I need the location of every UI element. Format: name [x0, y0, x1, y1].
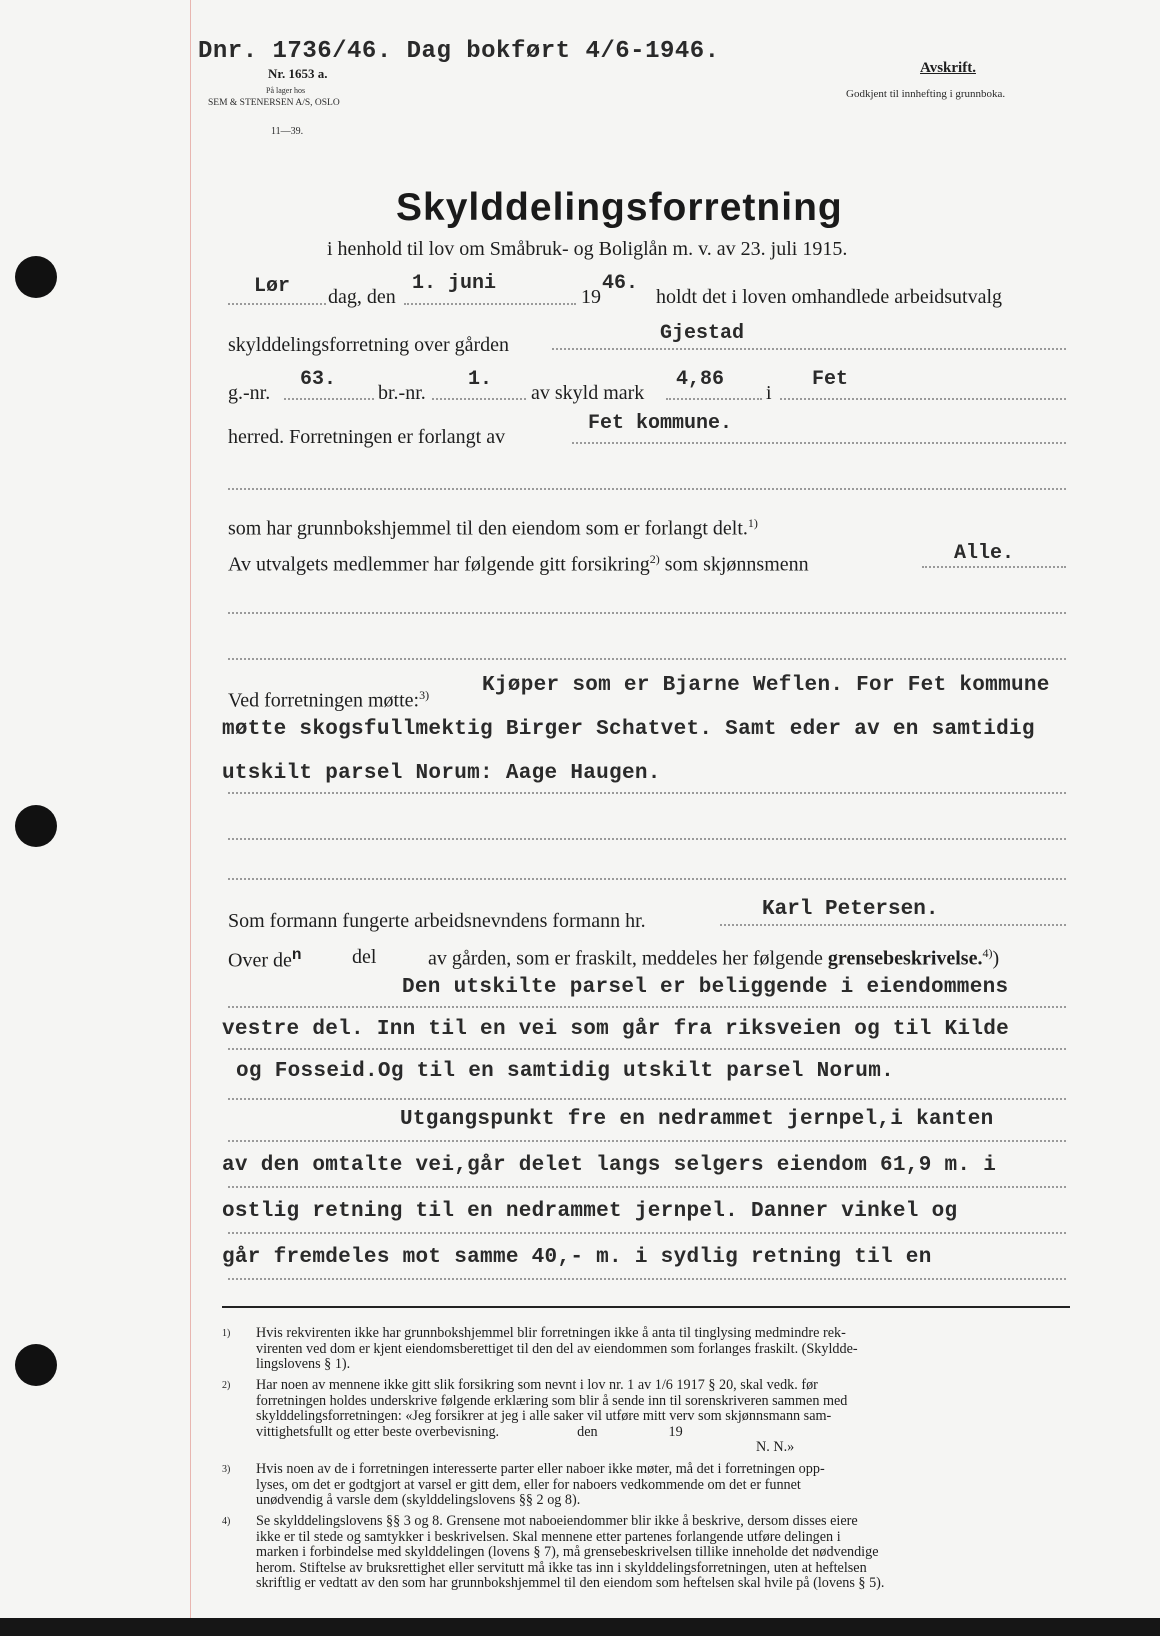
over-garden-label: skylddelingsforretning over gården	[228, 334, 510, 356]
footnote-number: 2)	[222, 1380, 231, 1391]
dotted-line	[404, 303, 576, 305]
footnote-number: 1)	[222, 1328, 231, 1339]
bnr-value: 1.	[468, 368, 493, 391]
publisher-line2: SEM & STENERSEN A/S, OSLO	[208, 98, 340, 108]
footnote-number: 3)	[222, 1464, 231, 1475]
requested-by-value: Fet kommune.	[588, 412, 733, 435]
bnr-label: br.-nr.	[378, 382, 426, 404]
hjemmel-label: som har grunnbokshjemmel til den eiendom som er forlangt delt.	[228, 517, 748, 540]
footnote-line: marken i forbindelse med skylddelingen (lovens § 7), må grensebeskrivelsen tillike inneholde det nødvendige	[256, 1544, 879, 1560]
footnote-ref-2: 2)	[649, 552, 660, 566]
dotted-line	[228, 878, 1066, 880]
hjemmel-line	[228, 516, 758, 541]
dotted-line	[284, 398, 374, 400]
print-date: 11—39.	[271, 126, 304, 137]
motte-label: Ved forretningen møtte:	[228, 689, 420, 712]
holdt-label: holdt det i loven omhandlede arbeidsutvalg	[656, 286, 1003, 308]
punch-hole	[15, 1344, 57, 1386]
dotted-line	[432, 398, 526, 400]
dotted-line	[228, 838, 1066, 840]
desc-line: av den omtalte vei,går delet langs selgers eiendom 61,9 m. i	[222, 1154, 997, 1177]
skyld-label: av skyld mark	[531, 382, 645, 404]
footnote-3	[222, 1461, 1068, 1509]
desc-line: går fremdeles mot samme 40,- m. i sydlig retning til en	[222, 1246, 932, 1269]
footnote-line: skylddelingsforretningen: «Jeg forsikrer at jeg i alle saker vil utføre mitt verv som skjønnsmann sam-	[256, 1408, 832, 1424]
footnote-line: vittighetsfullt og etter beste overbevisning. den 19	[256, 1423, 683, 1440]
forsikring-label-a: Av utvalgets medlemmer har følgende gitt forsikring	[228, 553, 650, 576]
motte-text-line1: Kjøper som er Bjarne Weflen. For Fet kommune	[482, 674, 1050, 697]
gnr-label: g.-nr.	[228, 382, 271, 404]
dotted-line	[228, 1006, 1066, 1008]
footnote-line: Se skylddelingslovens §§ 3 og 8. Grensene mot naboeiendommer blir ikke å beskrive, dersom disses eiere	[256, 1513, 858, 1529]
footnote-1	[222, 1325, 1068, 1373]
year-prefix: 19	[581, 286, 601, 308]
footnote-rule	[222, 1306, 1070, 1308]
footnote-line: N. N.»	[756, 1439, 795, 1455]
motte-text-line3: utskilt parsel Norum: Aage Haugen.	[222, 762, 661, 785]
footnote-line: Hvis rekvirenten ikke har grunnbokshjemmel blir forretningen ikke å anta til tinglysing medmindre rek-	[256, 1325, 846, 1341]
scan-edge	[0, 1618, 1160, 1636]
footnote-line: virenten ved dom er kjent eiendomsberettiget til den del av eiendommen som forlanges fraskilt. (Skyldde-	[256, 1340, 858, 1357]
dotted-line	[228, 658, 1066, 660]
punch-hole	[15, 805, 57, 847]
punch-hole	[15, 256, 57, 298]
footnote-ref-4: 4)	[982, 946, 993, 960]
dotted-line	[666, 398, 762, 400]
footnote-line: forretningen holdes underskrive følgende erklæring som blir å sende inn til sorenskriveren sammen med	[256, 1392, 848, 1409]
godkjent-note: Godkjent til innhefting i grunnboka.	[846, 88, 1006, 100]
avskrift-label: Avskrift.	[920, 60, 976, 76]
over-label: Over de	[228, 949, 292, 972]
del-label: del	[352, 946, 377, 968]
dotted-line	[552, 348, 1066, 350]
dotted-line	[720, 924, 1066, 926]
footnote-ref-1: 1)	[747, 516, 758, 530]
grense-line: av gården, som er fraskilt, meddeles her følgende grensebeskrivelse.$^{4)}$)	[428, 946, 1000, 970]
footnote-line: unødvendig å varsle dem (skylddelingslovens §§ 2 og 8).	[256, 1492, 581, 1508]
footnote-number: 4)	[222, 1516, 231, 1527]
formann-name: Karl Petersen.	[762, 898, 939, 921]
dag-den-label: dag, den	[328, 286, 396, 308]
gnr-value: 63.	[300, 368, 337, 391]
footnote-line: ikke er til stede og samtykker i beskrivelsen. Skal mennene etter partenes forlangende utføre delingen i	[256, 1528, 841, 1545]
footnote-line: herom. Stiftelse av bruksrettighet eller servitutt må ikke tas inn i skylddelingsforretningen, uten at heftelsen	[256, 1559, 867, 1576]
form-number: Nr. 1653 a.	[268, 66, 328, 81]
dotted-line	[780, 398, 1066, 400]
publisher-line1: På lager hos	[266, 86, 306, 95]
footnote-line: Hvis noen av de i forretningen interesserte parter eller naboer ikke møter, må det i forretningen opp-	[256, 1461, 825, 1477]
year-suffix: 46.	[602, 272, 639, 295]
footnote-4	[222, 1513, 1068, 1592]
motte-text-line2: møtte skogsfullmektig Birger Schatvet. Samt eder av en samtidig	[222, 718, 1035, 741]
forsikring-label-b: som skjønnsmenn	[664, 553, 809, 576]
desc-line: vestre del. Inn til en vei som går fra riksveien og til Kilde	[222, 1018, 1010, 1041]
dotted-line	[228, 1098, 1066, 1100]
forsikring-line	[228, 552, 809, 577]
date-value: 1. juni	[412, 272, 497, 295]
dotted-line	[922, 566, 1066, 568]
motte-line	[228, 688, 429, 713]
document-subtitle: i henhold til lov om Småbruk- og Boliglån m. v. av 23. juli 1915.	[327, 238, 848, 260]
grense-label-a: av gården, som er fraskilt, meddeles her følgende	[428, 947, 823, 970]
herred-value: Fet	[812, 368, 849, 391]
dotted-line	[228, 1278, 1066, 1280]
footnote-line: skriftlig er vedtatt av den som har grunnbokshjemmel til den eiendom som heftelsen skal hvile på (lovens § 5).	[256, 1575, 885, 1591]
dotted-line	[228, 612, 1066, 614]
formann-label: Som formann fungerte arbeidsnevndens formann hr.	[228, 910, 646, 932]
footnote-line: Har noen av mennene ikke gitt slik forsikring som nevnt i lov nr. 1 av 1/6 1917 § 20, skal vedk. før	[256, 1377, 818, 1393]
footnote-line: lingslovens § 1).	[256, 1356, 351, 1372]
desc-line: ostlig retning til en nedrammet jernpel. Danner vinkel og	[222, 1200, 958, 1223]
over-line	[228, 946, 301, 973]
document-title: Skylddelingsforretning	[396, 186, 843, 229]
dotted-line	[228, 1048, 1066, 1050]
dotted-line	[228, 1140, 1066, 1142]
desc-line: og Fosseid.Og til en samtidig utskilt parsel Norum.	[236, 1060, 895, 1083]
forsikring-value: Alle.	[954, 542, 1015, 565]
dotted-line	[228, 488, 1066, 490]
margin-line	[190, 0, 191, 1618]
dotted-line	[228, 303, 326, 305]
registration-line: Dnr. 1736/46. Dag bokført 4/6-1946.	[198, 38, 720, 65]
dotted-line	[228, 1232, 1066, 1234]
dotted-line	[228, 1186, 1066, 1188]
dotted-line	[228, 792, 1066, 794]
footnote-ref-3: 3)	[419, 688, 430, 702]
over-superscript: n	[291, 946, 302, 964]
dotted-line	[572, 442, 1066, 444]
i-label: i	[766, 382, 772, 404]
desc-line: Utgangspunkt fre en nedrammet jernpel,i kanten	[400, 1108, 994, 1131]
footnote-line: lyses, om det er godtgjort at varsel er gitt dem, eller for naboers vedkommende om det er funnet	[256, 1476, 801, 1493]
skyld-value: 4,86	[676, 368, 725, 391]
weekday-value: Lør	[254, 275, 291, 298]
grense-label-b: grensebeskrivelse.	[827, 947, 983, 970]
desc-line: Den utskilte parsel er beliggende i eiendommens	[402, 976, 1009, 999]
farm-name-value: Gjestad	[660, 322, 745, 345]
footnote-2	[222, 1377, 1068, 1456]
herred-label: herred. Forretningen er forlangt av	[228, 426, 506, 448]
